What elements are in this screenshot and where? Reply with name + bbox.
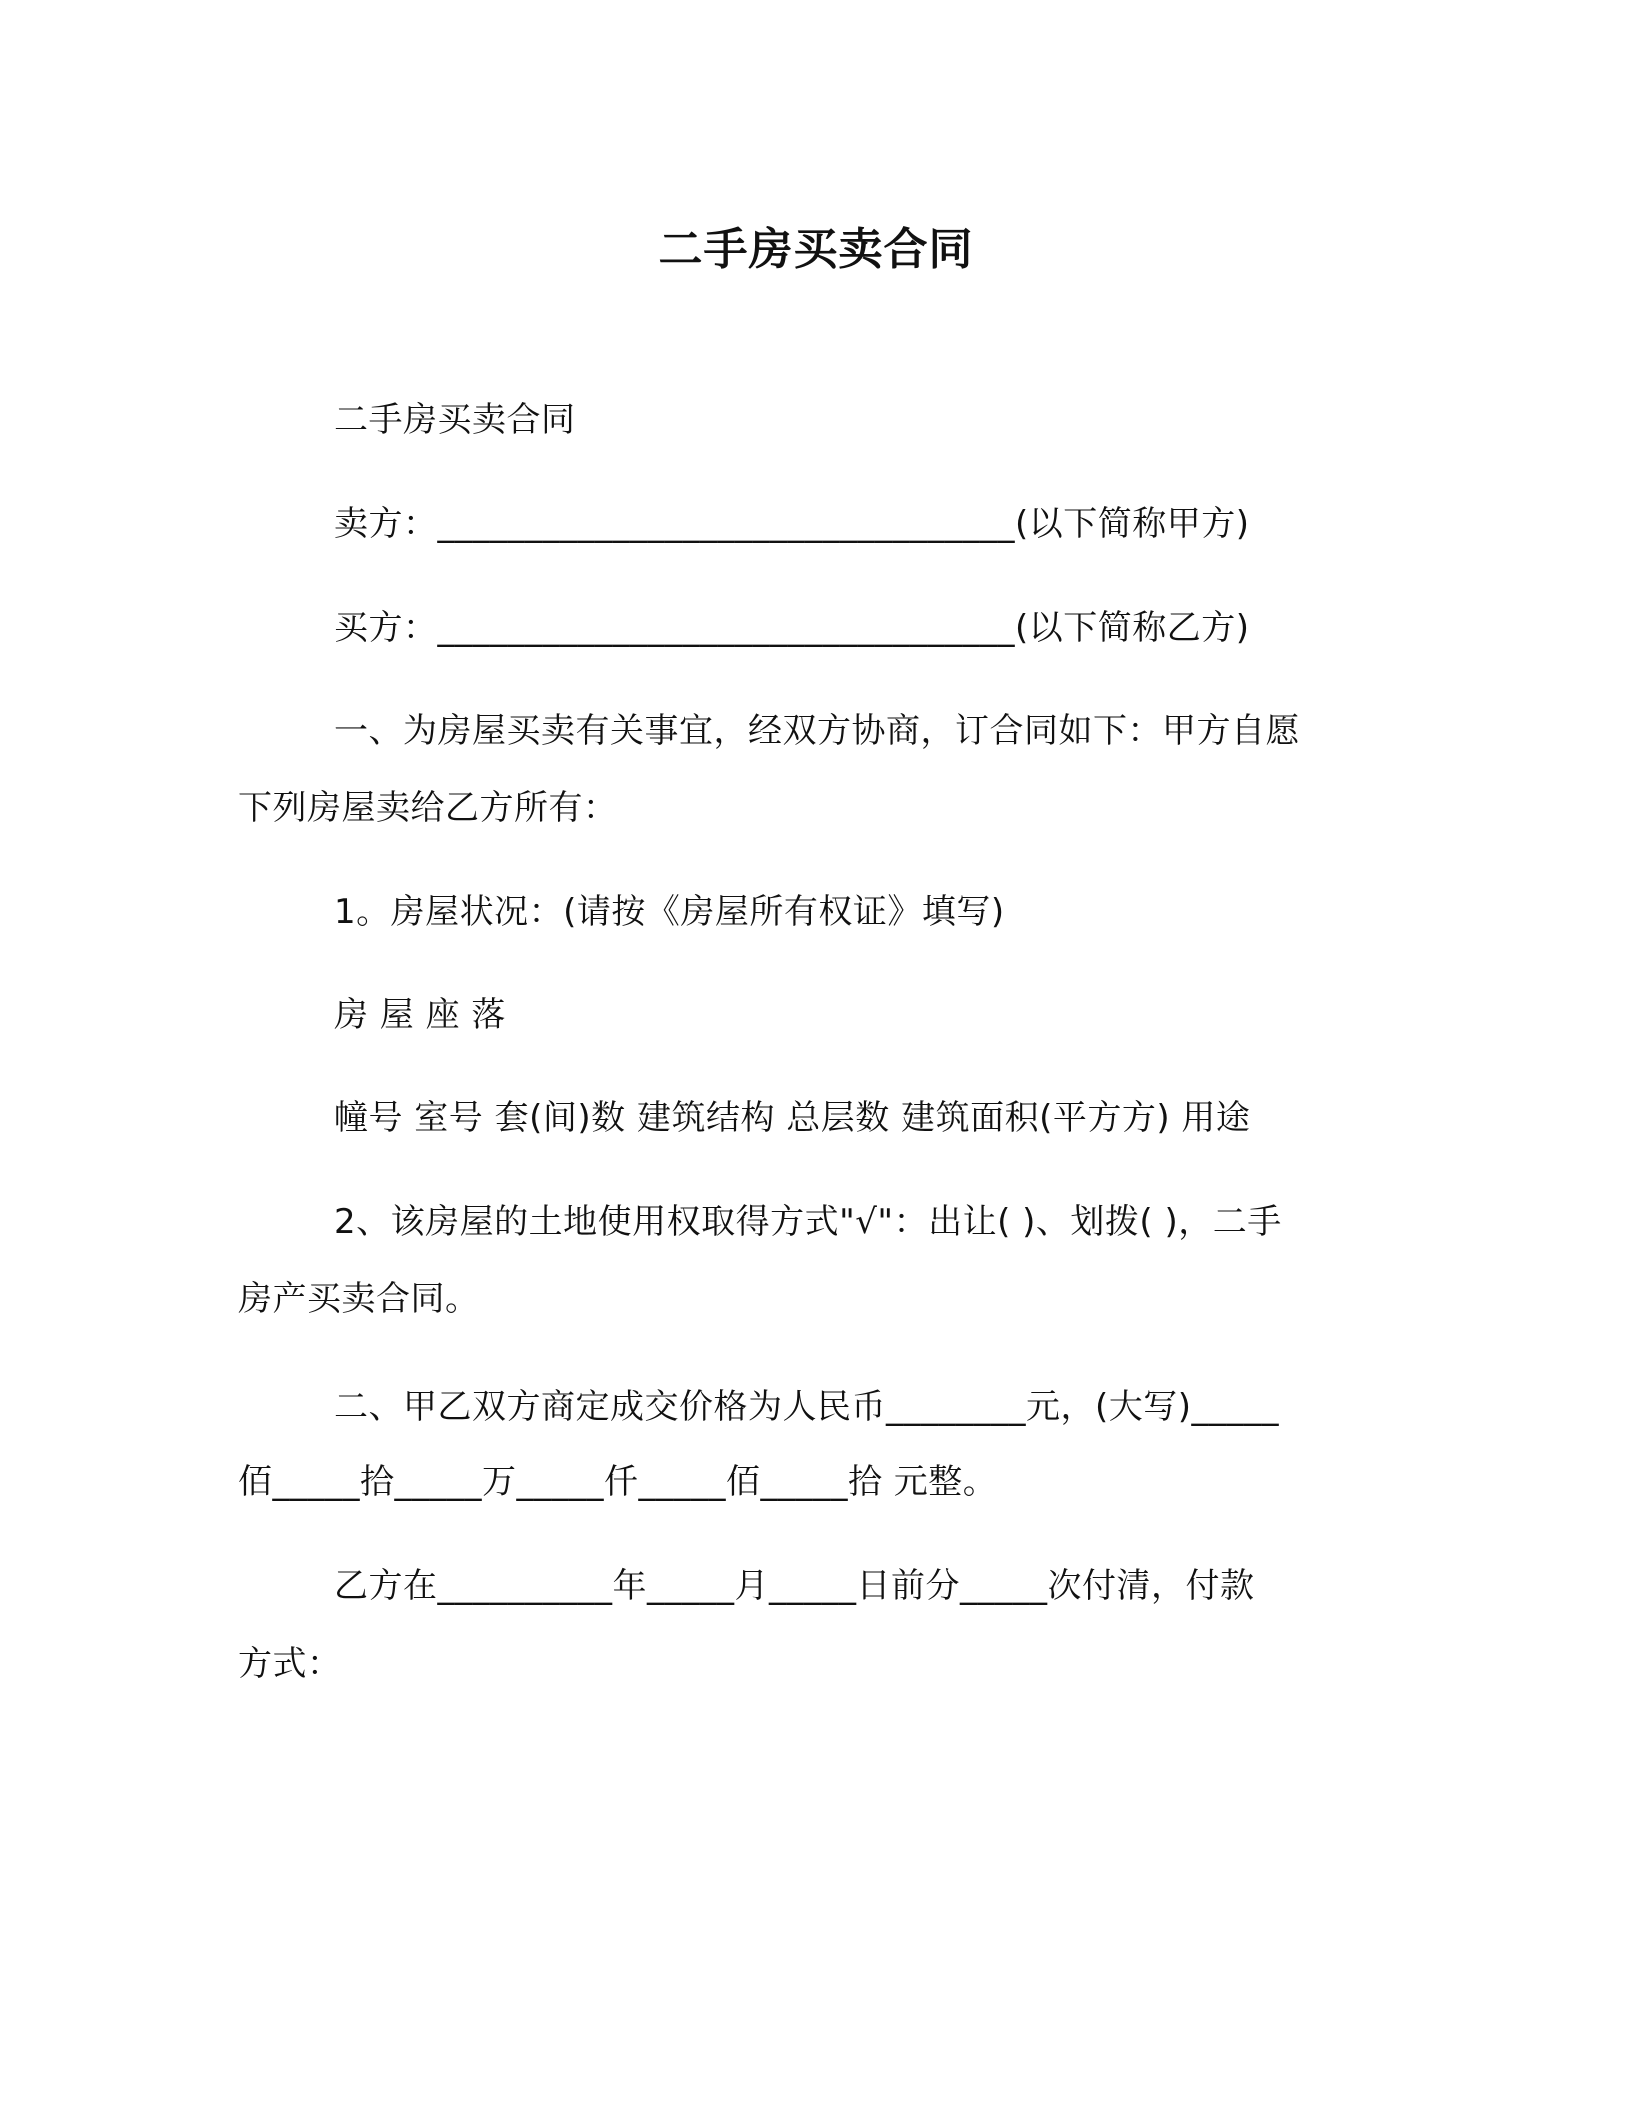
payment-continuation: 方式： — [238, 1644, 342, 1684]
clause-2-line: 二、甲乙双方商定成交价格为人民币________元，(大写)_____ — [334, 1387, 1280, 1427]
land-use-continuation: 房产买卖合同。 — [238, 1279, 480, 1319]
house-status-line: 1。房屋状况：(请按《房屋所有权证》填写) — [334, 892, 1005, 932]
clause-1-line: 一、为房屋买卖有关事宜，经双方协商，订合同如下：甲方自愿 — [334, 711, 1300, 751]
house-location-line: 房 屋 座 落 — [334, 995, 506, 1035]
seller-line: 卖方：_________________________________(以下简称甲方) — [334, 504, 1250, 544]
subtitle-line: 二手房买卖合同 — [334, 400, 576, 440]
document-title: 二手房买卖合同 — [658, 224, 974, 275]
clause-2-continuation: 佰_____拾_____万_____仟_____佰_____拾 元整。 — [238, 1462, 998, 1502]
payment-line: 乙方在__________年_____月_____日前分_____次付清，付款 — [334, 1566, 1255, 1606]
clause-1-continuation: 下列房屋卖给乙方所有： — [238, 788, 618, 828]
land-use-line: 2、该房屋的土地使用权取得方式"√"：出让( )、划拨( )，二手 — [334, 1202, 1282, 1242]
house-fields-line: 幢号 室号 套(间)数 建筑结构 总层数 建筑面积(平方方) 用途 — [334, 1098, 1251, 1138]
buyer-line: 买方：_________________________________(以下简称乙方) — [334, 608, 1250, 648]
